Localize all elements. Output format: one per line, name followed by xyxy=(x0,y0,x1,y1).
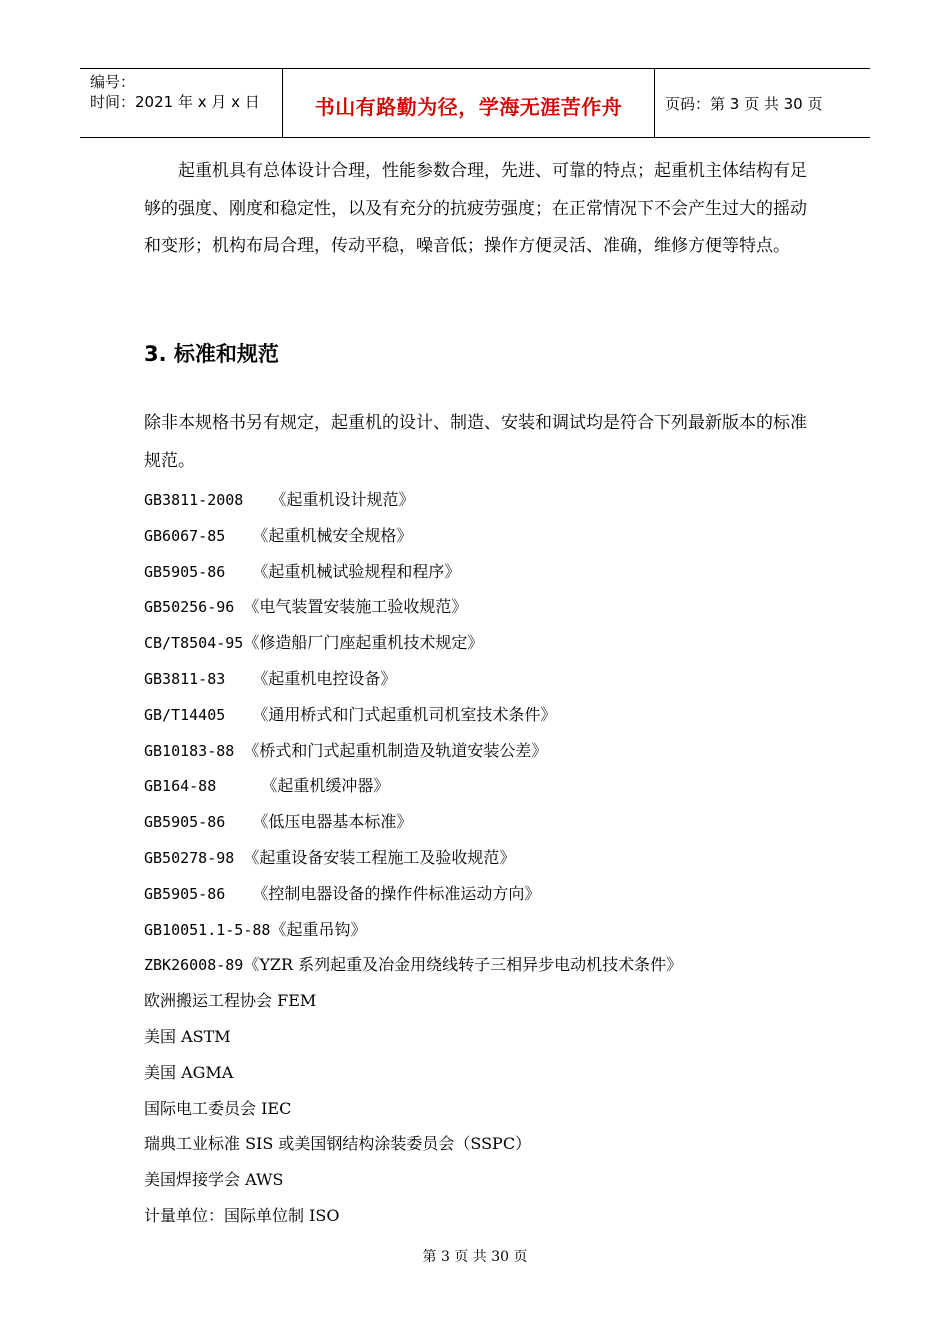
standard-code: GB3811-83 xyxy=(144,669,253,688)
standard-item xyxy=(144,804,682,840)
standard-title: 《起重设备安装工程施工及验收规范》 xyxy=(243,847,516,867)
standard-code: GB10183-88 xyxy=(144,741,244,760)
standard-code: GB5905-86 xyxy=(144,813,253,832)
document-date: 时间：2021 年 x 月 x 日 xyxy=(90,93,260,111)
header-motto-cell xyxy=(283,69,655,137)
page-header xyxy=(80,68,870,138)
standard-title: 美国 ASTM xyxy=(144,1026,231,1046)
standard-title: 《起重机电控设备》 xyxy=(252,668,397,688)
section-heading: 3. 标准和规范 xyxy=(144,342,279,366)
standard-title: 《起重机缓冲器》 xyxy=(261,776,390,796)
standard-title: 《起重机设计规范》 xyxy=(270,490,415,509)
standard-item xyxy=(144,661,682,697)
header-page-cell xyxy=(655,69,870,137)
standard-item xyxy=(144,697,682,733)
section-paragraph: 除非本规格书另有规定，起重机的设计、制造、安装和调试均是符合下列最新版本的标准规范。 xyxy=(144,413,807,471)
standard-title: 《通用桥式和门式起重机司机室技术条件》 xyxy=(252,704,557,724)
standard-code: GB5905-86 xyxy=(144,884,253,903)
standard-code: GB3811-2008 xyxy=(144,491,271,509)
standard-title: 美国焊接学会 AWS xyxy=(144,1170,284,1190)
intro-paragraph: 起重机具有总体设计合理，性能参数合理，先进、可靠的特点；起重机主体结构有足够的强度、刚度和稳定性，以及有充分的抗疲劳强度；在正常情况下不会产生过大的摇动和变形；机构布局合理，传动平稳，噪音低；操作方便灵活、准确，维修方便等特点。 xyxy=(144,161,807,256)
standard-code: GB5905-86 xyxy=(144,562,253,581)
standard-title: 《起重机械安全规格》 xyxy=(252,525,413,545)
standard-item xyxy=(144,518,682,554)
header-page-info: 页码：第 3 页 共 30 页 xyxy=(665,95,823,113)
header-motto: 书山有路勤为径，学海无涯苦作舟 xyxy=(314,95,623,119)
standard-item xyxy=(144,1055,682,1091)
standard-item xyxy=(144,1198,682,1234)
standard-title: 《控制电器设备的操作件标准运动方向》 xyxy=(252,883,541,903)
standard-code: GB10051.1-5-88 xyxy=(144,920,271,939)
standard-item xyxy=(144,1126,682,1162)
standard-title: 《起重机械试验规程和程序》 xyxy=(252,561,461,581)
standard-item xyxy=(144,733,682,769)
standard-item xyxy=(144,589,682,625)
standard-item xyxy=(144,1019,682,1055)
standard-code: ZBK26008-89 xyxy=(144,956,244,975)
standard-title: 《YZR 系列起重及冶金用绕线转子三相异步电动机技术条件》 xyxy=(243,955,683,975)
standard-item xyxy=(144,983,682,1019)
standard-item xyxy=(144,947,682,983)
standard-item xyxy=(144,554,682,590)
standard-item xyxy=(144,840,682,876)
standard-title: 《起重吊钩》 xyxy=(270,919,367,939)
standard-title: 《电气装置安装施工验收规范》 xyxy=(243,597,468,617)
standard-title: 计量单位：国际单位制 ISO xyxy=(144,1205,340,1225)
standard-title: 国际电工委员会 IEC xyxy=(144,1098,292,1118)
standard-code: GB50256-96 xyxy=(144,598,244,617)
standard-code: GB/T14405 xyxy=(144,705,253,724)
standard-item xyxy=(144,1091,682,1127)
standard-title: 美国 AGMA xyxy=(144,1062,234,1082)
header-meta-cell xyxy=(80,69,283,137)
standard-item xyxy=(144,876,682,912)
standard-item xyxy=(144,482,682,518)
standard-item xyxy=(144,625,682,661)
standard-code: GB50278-98 xyxy=(144,848,244,867)
standard-item xyxy=(144,1162,682,1198)
standard-title: 《低压电器基本标准》 xyxy=(252,812,413,832)
standard-code: GB6067-85 xyxy=(144,526,253,545)
document-number-label: 编号： xyxy=(90,73,136,91)
standard-title: 瑞典工业标准 SIS 或美国钢结构涂装委员会（SSPC） xyxy=(144,1134,532,1154)
page-footer: 第 3 页 共 30 页 xyxy=(422,1249,528,1265)
standard-code: CB/T8504-95 xyxy=(144,634,244,653)
standard-item xyxy=(144,912,682,948)
standard-title: 欧洲搬运工程协会 FEM xyxy=(144,991,317,1011)
standard-title: 《修造船厂门座起重机技术规定》 xyxy=(243,633,484,653)
standard-item xyxy=(144,768,682,804)
standards-list xyxy=(144,482,682,1234)
standard-title: 《桥式和门式起重机制造及轨道安装公差》 xyxy=(243,740,548,760)
standard-code: GB164-88 xyxy=(144,777,262,796)
